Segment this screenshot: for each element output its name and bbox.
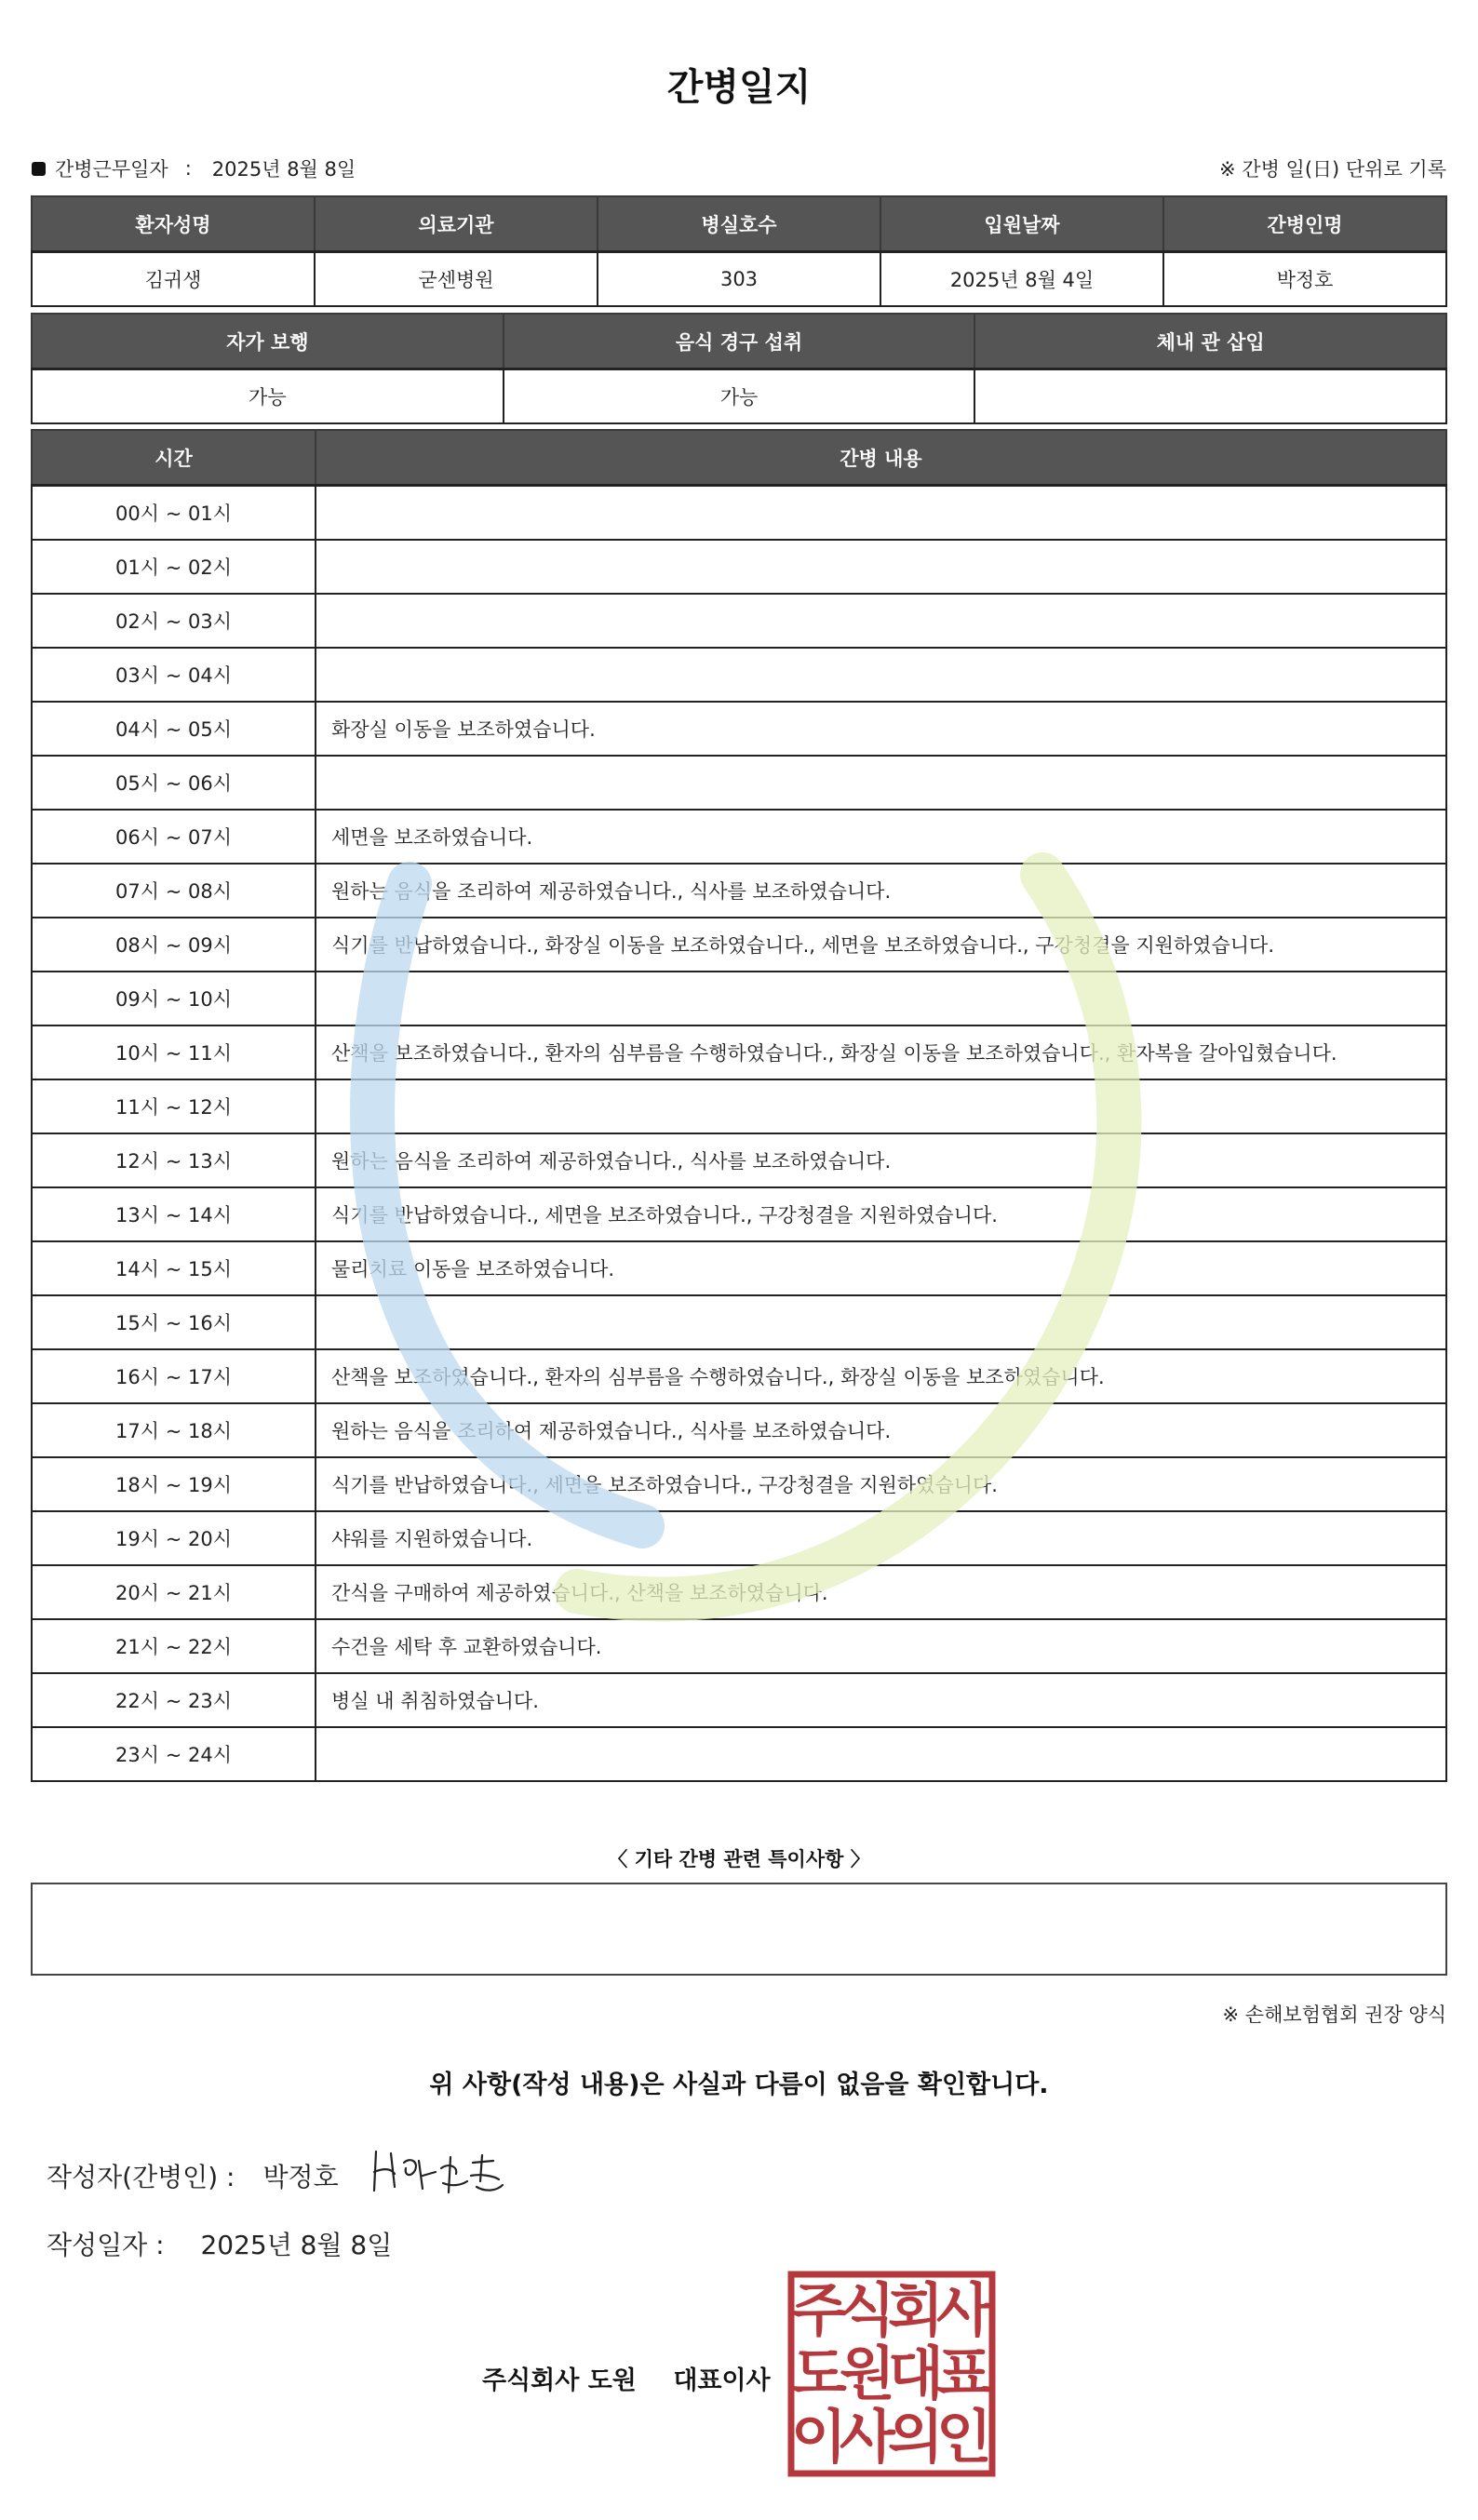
remarks-title: 〈 기타 간병 관련 특이사항 〉	[608, 1848, 870, 1870]
log-row	[32, 1457, 1446, 1511]
remarks-box	[31, 1883, 1447, 1976]
stamp-char: 표	[936, 2339, 992, 2407]
header-time: 시간	[32, 430, 316, 486]
log-row	[32, 648, 1446, 702]
written-date-label: 작성일자 :	[47, 2230, 165, 2260]
log-time: 14시 ~ 15시	[32, 1241, 316, 1295]
oral-intake-value: 가능	[504, 369, 975, 424]
writer-label: 작성자(간병인) :	[47, 2162, 235, 2192]
log-time: 12시 ~ 13시	[32, 1133, 316, 1187]
stamp-char: 인	[936, 2403, 992, 2471]
status-value-row	[32, 369, 1446, 424]
log-content: 물리치료 이동을 보조하였습니다.	[316, 1241, 1446, 1295]
log-row	[32, 810, 1446, 864]
square-bullet-icon	[32, 162, 46, 176]
header-self-walking: 자가 보행	[32, 314, 504, 369]
log-content	[316, 648, 1446, 702]
log-content	[316, 1727, 1446, 1781]
log-time: 18시 ~ 19시	[32, 1457, 316, 1511]
patient-header-row	[32, 196, 1446, 252]
caregiver-name: 박정호	[1163, 252, 1446, 307]
log-content	[316, 1295, 1446, 1349]
page-title: 간병일지	[666, 66, 812, 109]
log-header-row	[32, 430, 1446, 486]
log-row	[32, 1079, 1446, 1133]
log-row	[32, 1673, 1446, 1727]
signature-icon	[363, 2135, 521, 2209]
log-content: 식기를 반납하였습니다., 화장실 이동을 보조하였습니다., 세면을 보조하였습니다., 구강청결을 지원하였습니다.	[316, 918, 1446, 972]
patient-info-table	[31, 195, 1447, 307]
header-admission-date: 입원날짜	[880, 196, 1163, 252]
log-content: 원하는 음식을 조리하여 제공하였습니다., 식사를 보조하였습니다.	[316, 864, 1446, 918]
written-date-value: 2025년 8월 8일	[200, 2230, 393, 2260]
log-time: 05시 ~ 06시	[32, 756, 316, 810]
stamp-char: 회	[888, 2276, 944, 2344]
header-oral-intake: 음식 경구 섭취	[504, 314, 975, 369]
header-caregiver-name: 간병인명	[1163, 196, 1446, 252]
stamp-char: 식	[840, 2276, 895, 2344]
admission-date: 2025년 8월 4일	[880, 252, 1163, 307]
log-row	[32, 1349, 1446, 1403]
log-time: 02시 ~ 03시	[32, 594, 316, 648]
work-date	[32, 154, 356, 182]
form-note: ※ 손해보험협회 권장 양식	[1222, 2004, 1446, 2026]
stamp-char: 의	[888, 2403, 944, 2471]
log-time: 11시 ~ 12시	[32, 1079, 316, 1133]
writer-name: 박정호	[262, 2162, 339, 2192]
stamp-char: 사	[936, 2276, 992, 2344]
confirm-statement: 위 사항(작성 내용)은 사실과 다름이 없음을 확인합니다.	[429, 2071, 1049, 2099]
log-row	[32, 1295, 1446, 1349]
company-name: 주식회사 도원	[482, 2366, 637, 2395]
stamp-char: 주	[791, 2276, 847, 2344]
stamp-char: 사	[840, 2403, 895, 2471]
log-time: 22시 ~ 23시	[32, 1673, 316, 1727]
log-time: 07시 ~ 08시	[32, 864, 316, 918]
hospital-name: 굳센병원	[315, 252, 598, 307]
log-row	[32, 918, 1446, 972]
log-content: 병실 내 취침하였습니다.	[316, 1673, 1446, 1727]
log-row	[32, 594, 1446, 648]
work-date-label: 간병근무일자	[55, 158, 168, 181]
log-content: 원하는 음식을 조리하여 제공하였습니다., 식사를 보조하였습니다.	[316, 1403, 1446, 1457]
log-row	[32, 540, 1446, 594]
log-time: 15시 ~ 16시	[32, 1295, 316, 1349]
company-seal-stamp	[787, 2271, 996, 2477]
log-body	[32, 486, 1446, 1782]
log-row	[32, 1403, 1446, 1457]
log-time: 19시 ~ 20시	[32, 1511, 316, 1565]
patient-status-table	[31, 313, 1447, 424]
log-content: 세면을 보조하였습니다.	[316, 810, 1446, 864]
log-content	[316, 594, 1446, 648]
log-content: 식기를 반납하였습니다., 세면을 보조하였습니다., 구강청결을 지원하였습니다.	[316, 1457, 1446, 1511]
log-content: 샤워를 지원하였습니다.	[316, 1511, 1446, 1565]
log-time: 06시 ~ 07시	[32, 810, 316, 864]
header-room-number: 병실호수	[598, 196, 880, 252]
care-log-table	[31, 429, 1447, 1782]
log-content: 산책을 보조하였습니다., 환자의 심부름을 수행하였습니다., 화장실 이동을 보조하였습니다.	[316, 1349, 1446, 1403]
log-row	[32, 972, 1446, 1025]
written-date-line	[47, 2225, 392, 2262]
ceo-label: 대표이사	[673, 2366, 771, 2395]
log-time: 08시 ~ 09시	[32, 918, 316, 972]
log-time: 17시 ~ 18시	[32, 1403, 316, 1457]
log-row	[32, 1565, 1446, 1619]
log-row	[32, 1133, 1446, 1187]
log-row	[32, 756, 1446, 810]
stamp-char: 도	[791, 2339, 847, 2407]
header-hospital: 의료기관	[315, 196, 598, 252]
company-line	[482, 2360, 771, 2396]
work-date-colon: :	[184, 157, 192, 180]
tube-insertion-value	[974, 369, 1446, 424]
log-content: 산책을 보조하였습니다., 환자의 심부름을 수행하였습니다., 화장실 이동을 보조하였습니다., 환자복을 갈아입혔습니다.	[316, 1025, 1446, 1079]
log-content	[316, 486, 1446, 541]
stamp-char: 대	[888, 2339, 944, 2407]
log-content: 화장실 이동을 보조하였습니다.	[316, 702, 1446, 756]
log-row	[32, 1187, 1446, 1241]
log-content	[316, 756, 1446, 810]
writer-line	[47, 2157, 339, 2194]
header-tube-insertion: 체내 관 삽입	[974, 314, 1446, 369]
log-time: 03시 ~ 04시	[32, 648, 316, 702]
log-row	[32, 486, 1446, 541]
log-time: 23시 ~ 24시	[32, 1727, 316, 1781]
log-content: 식기를 반납하였습니다., 세면을 보조하였습니다., 구강청결을 지원하였습니다.	[316, 1187, 1446, 1241]
log-row	[32, 1727, 1446, 1781]
log-time: 16시 ~ 17시	[32, 1349, 316, 1403]
stamp-char: 원	[840, 2339, 895, 2407]
log-content	[316, 1079, 1446, 1133]
log-time: 10시 ~ 11시	[32, 1025, 316, 1079]
patient-value-row	[32, 252, 1446, 307]
log-time: 04시 ~ 05시	[32, 702, 316, 756]
log-row	[32, 864, 1446, 918]
log-row	[32, 702, 1446, 756]
stamp-char: 이	[791, 2403, 847, 2471]
log-time: 00시 ~ 01시	[32, 486, 316, 541]
log-row	[32, 1025, 1446, 1079]
room-number: 303	[598, 252, 880, 307]
status-header-row	[32, 314, 1446, 369]
log-time: 13시 ~ 14시	[32, 1187, 316, 1241]
log-row	[32, 1511, 1446, 1565]
header-patient-name: 환자성명	[32, 196, 315, 252]
log-content	[316, 540, 1446, 594]
log-time: 21시 ~ 22시	[32, 1619, 316, 1673]
unit-note: ※ 간병 일(日) 단위로 기록	[1219, 158, 1446, 181]
header-care-content: 간병 내용	[316, 430, 1446, 486]
patient-name: 김귀생	[32, 252, 315, 307]
self-walking-value: 가능	[32, 369, 504, 424]
log-row	[32, 1619, 1446, 1673]
log-time: 20시 ~ 21시	[32, 1565, 316, 1619]
log-content: 원하는 음식을 조리하여 제공하였습니다., 식사를 보조하였습니다.	[316, 1133, 1446, 1187]
log-content: 간식을 구매하여 제공하였습니다., 산책을 보조하였습니다.	[316, 1565, 1446, 1619]
log-time: 01시 ~ 02시	[32, 540, 316, 594]
log-row	[32, 1241, 1446, 1295]
work-date-value: 2025년 8월 8일	[211, 158, 356, 181]
log-content	[316, 972, 1446, 1025]
log-time: 09시 ~ 10시	[32, 972, 316, 1025]
log-content: 수건을 세탁 후 교환하였습니다.	[316, 1619, 1446, 1673]
